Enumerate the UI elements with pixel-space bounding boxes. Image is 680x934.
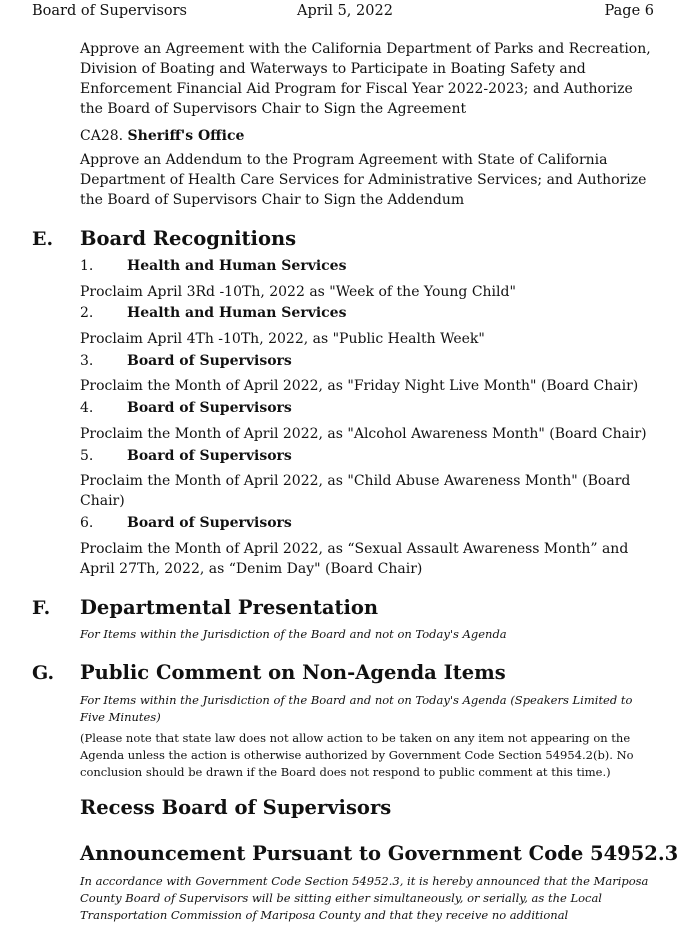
consent-item-text: Approve an Agreement with the California Department of Parks and Recreation, Division of Boating and Waterways to Participate in Boating Safety and Enforcement Financial Aid Program for Fiscal Year 2022-2023; and Authorize the Board of Supervisors Chair to Sign the Agreement <box>80 41 651 117</box>
section-f-letter: F. <box>32 597 51 619</box>
recognition-6-number: 6. <box>80 515 94 531</box>
ca28-code: CA28. <box>80 128 124 144</box>
recognition-2-number: 2. <box>80 305 94 321</box>
recognition-1-number: 1. <box>80 258 94 274</box>
header-date: April 5, 2022 <box>297 3 393 19</box>
recognition-3-number: 3. <box>80 353 94 369</box>
announcement-text: In accordance with Government Code Section 54952.3, it is hereby announced that the Mariposa County Board of Supervisors will be sitting either simultaneously, or serially, as the Local Transportation Commission of Mariposa County and that they receive no additional <box>80 874 649 922</box>
section-g-note: For Items within the Jurisdiction of the Board and not on Today's Agenda (Speakers Limited to Five Minutes) <box>80 693 633 724</box>
ca28-text: Approve an Addendum to the Program Agreement with State of California Department of Health Care Services for Administrative Services; and Authorize the Board of Supervisors Chair to Sign the Addendum <box>80 152 647 208</box>
section-g-letter: G. <box>32 662 55 684</box>
section-f-title: Departmental Presentation <box>80 596 379 619</box>
header-page-number: Page 6 <box>604 3 654 19</box>
section-f-note: For Items within the Jurisdiction of the Board and not on Today's Agenda <box>80 627 507 641</box>
page-header <box>32 3 654 23</box>
section-g-title: Public Comment on Non-Agenda Items <box>80 661 506 684</box>
recognition-4-dept: Board of Supervisors <box>127 400 292 416</box>
recognition-1-dept: Health and Human Services <box>127 258 347 274</box>
recognition-3-text: Proclaim the Month of April 2022, as "Friday Night Live Month" (Board Chair) <box>80 378 639 394</box>
header-board-name: Board of Supervisors <box>32 3 187 19</box>
recognition-4-number: 4. <box>80 400 94 416</box>
consent-item-ca28-heading <box>80 126 660 146</box>
recognition-4-text: Proclaim the Month of April 2022, as "Alcohol Awareness Month" (Board Chair) <box>80 426 647 442</box>
section-g-disclaimer: (Please note that state law does not allow action to be taken on any item not appearing on the Agenda unless the action is otherwise authorized by Government Code Section 54954.2(b). No conclusion should be drawn if the Board does not respond to public comment at this time.) <box>80 731 634 779</box>
recognition-5-dept: Board of Supervisors <box>127 448 292 464</box>
recognition-2-text: Proclaim April 4Th -10Th, 2022, as "Public Health Week" <box>80 331 485 347</box>
recognition-2-dept: Health and Human Services <box>127 305 347 321</box>
recognition-6-text: Proclaim the Month of April 2022, as “Sexual Assault Awareness Month” and April 27Th, 2022, as “Denim Day" (Board Chair) <box>80 541 629 577</box>
recognition-1-text: Proclaim April 3Rd -10Th, 2022 as "Week of the Young Child" <box>80 284 516 300</box>
recognition-5-number: 5. <box>80 448 94 464</box>
recess-title: Recess Board of Supervisors <box>80 796 392 819</box>
section-e-letter: E. <box>32 228 54 250</box>
announcement-title: Announcement Pursuant to Government Code 54952.3 <box>80 842 679 865</box>
recognition-6-dept: Board of Supervisors <box>127 515 292 531</box>
section-e-title: Board Recognitions <box>80 227 297 250</box>
recognition-3-dept: Board of Supervisors <box>127 353 292 369</box>
recognition-5-text: Proclaim the Month of April 2022, as "Child Abuse Awareness Month" (Board Chair) <box>80 473 631 509</box>
ca28-dept: Sheriff's Office <box>127 128 245 144</box>
